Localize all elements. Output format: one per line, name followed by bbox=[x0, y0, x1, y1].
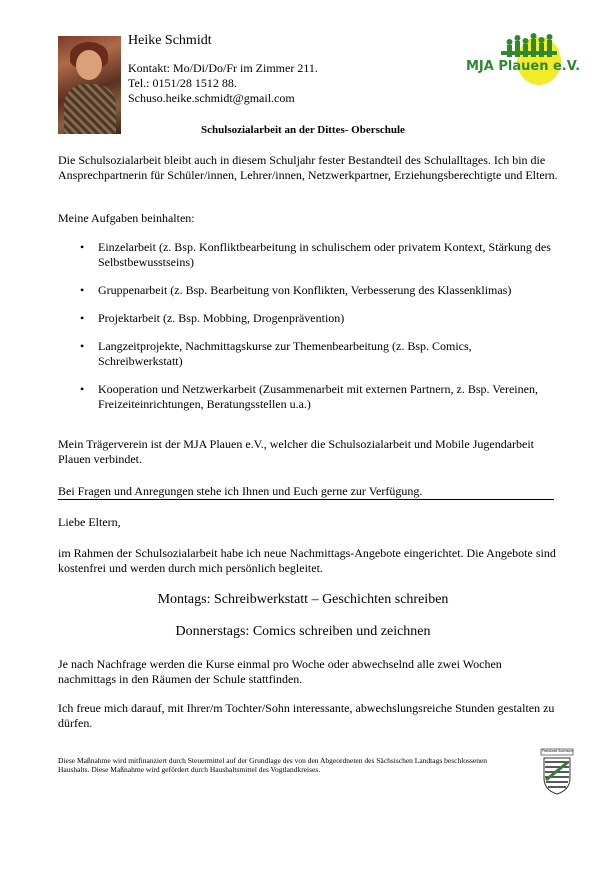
schedule-paragraph: Je nach Nachfrage werden die Kurse einmal pro Woche oder abwechselnd alle zwei Wochen nachmittags in den Räumen der Schule stattfinden. bbox=[58, 657, 502, 686]
funding-footer: Diese Maßnahme wird mitfinanziert durch Steuermittel auf der Grundlage des von den Abgeordneten des Sächsischen Landtags beschlossenen Haushalts. Diese Maßnahme wird gefördert durch Haushaltsmittel des Vogtlandkreises. bbox=[58, 756, 488, 774]
course-monday: Montags: Schreibwerkstatt – Geschichten schreiben bbox=[157, 592, 449, 607]
mja-plauen-logo bbox=[461, 27, 581, 87]
task-text: Langzeitprojekte, Nachmittagskurse zur Themenbearbeitung (z. Bsp. Comics, Schreibwerkstatt) bbox=[98, 339, 472, 368]
contact-phone: Tel.: 0151/28 1512 88. bbox=[128, 76, 237, 90]
bullet-icon: • bbox=[80, 240, 85, 254]
intro-paragraph: Die Schulsozialarbeit bleibt auch in diesem Schuljahr fester Bestandteil des Schulalltages. Ich bin die Ansprechpartnerin für Schüler/innen, Lehrer/innen, Netzwerkpartner, Erziehungsberechtigte und Eltern. bbox=[58, 153, 558, 182]
course-thursday: Donnerstags: Comics schreiben und zeichnen bbox=[175, 624, 431, 639]
logo-text: MJA Plauen e.V. bbox=[466, 59, 581, 74]
list-item bbox=[58, 283, 558, 298]
greeting: Liebe Eltern, bbox=[58, 515, 121, 529]
page-title: Schulsozialarbeit an der Dittes- Oberschule bbox=[201, 124, 405, 136]
saxony-emblem bbox=[540, 748, 574, 796]
bullet-icon: • bbox=[80, 339, 85, 353]
offers-paragraph: im Rahmen der Schulsozialarbeit habe ich neue Nachmittags-Angebote eingerichtet. Die Angebote sind kostenfrei und werden durch mich persönlich begleitet. bbox=[58, 546, 556, 575]
logo-graphic bbox=[461, 27, 561, 87]
task-text: Kooperation und Netzwerkarbeit (Zusammenarbeit mit externen Partnern, z. Bsp. Vereinen, Freizeiteinrichtungen, Beratungsstellen u.a.) bbox=[98, 382, 538, 411]
task-text: Einzelarbeit (z. Bsp. Konfliktbearbeitung in schulischem oder privatem Kontext, Stärkung des Selbstbewusstseins) bbox=[98, 240, 551, 269]
bullet-icon: • bbox=[80, 310, 85, 325]
task-text: Gruppenarbeit (z. Bsp. Bearbeitung von Konflikten, Verbesserung des Klassenklimas) bbox=[98, 283, 512, 297]
emblem-label: Freistaat Sachsen bbox=[542, 749, 573, 753]
list-item bbox=[58, 311, 558, 326]
bullet-icon: • bbox=[80, 382, 85, 396]
divider bbox=[58, 499, 554, 500]
contact-details bbox=[128, 61, 318, 106]
questions-paragraph: Bei Fragen und Anregungen stehe ich Ihnen und Euch gerne zur Verfügung. bbox=[58, 484, 423, 498]
bullet-icon: • bbox=[80, 283, 85, 297]
coat-of-arms-icon bbox=[540, 748, 574, 796]
tasks-list bbox=[58, 240, 558, 411]
contact-email: Schuso.heike.schmidt@gmail.com bbox=[128, 91, 295, 105]
task-text: Projektarbeit (z. Bsp. Mobbing, Drogenprävention) bbox=[98, 310, 345, 325]
traeger-paragraph: Mein Trägerverein ist der MJA Plauen e.V., welcher die Schulsozialarbeit und Mobile Jugendarbeit Plauen verbindet. bbox=[58, 437, 535, 466]
closing-paragraph: Ich freue mich darauf, mit Ihrer/m Tochter/Sohn interessante, abwechslungsreiche Stunden gestalten zu dürfen. bbox=[58, 701, 555, 730]
profile-photo bbox=[58, 36, 121, 134]
list-item bbox=[58, 382, 558, 411]
tasks-heading: Meine Aufgaben beinhalten: bbox=[58, 211, 195, 225]
list-item bbox=[58, 240, 558, 269]
contact-hours: Kontakt: Mo/Di/Do/Fr im Zimmer 211. bbox=[128, 61, 318, 75]
list-item bbox=[58, 339, 558, 368]
contact-name: Heike Schmidt bbox=[128, 33, 212, 48]
